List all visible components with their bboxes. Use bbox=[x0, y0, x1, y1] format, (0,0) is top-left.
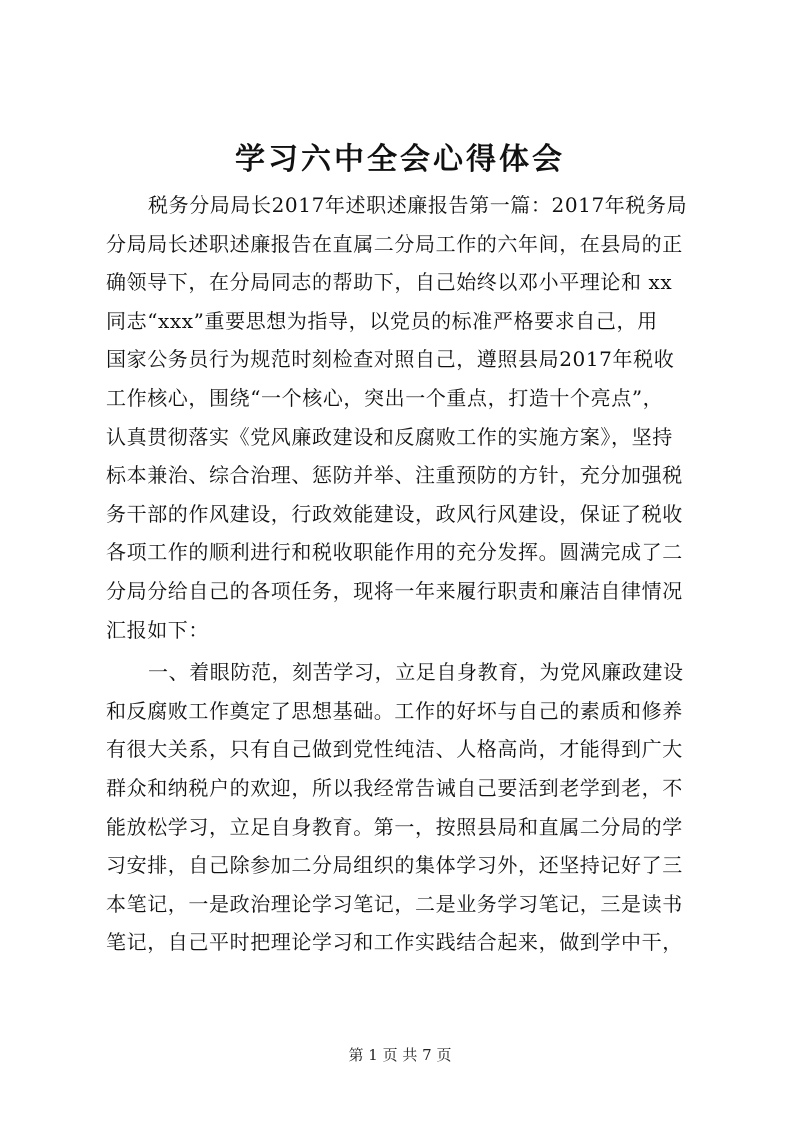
text-line: 有很大关系，只有自己做到党性纯洁、人格高尚，才能得到广大 bbox=[106, 737, 683, 762]
text-line: 汇报如下： bbox=[106, 617, 209, 642]
text-line: 认真贯彻落实《党风廉政建设和反腐败工作的实施方案》，坚持 bbox=[106, 424, 673, 449]
text-line: 笔记，自己平时把理论学习和工作实践结合起来，做到学中干， bbox=[106, 930, 683, 955]
text-line: 税务分局局长2017年述职述廉报告第一篇：2017年税务局 bbox=[148, 193, 688, 217]
text-line: 工作核心，围绕“一个核心，突出一个重点，打造十个亮点”， bbox=[106, 385, 664, 410]
page-number-footer: 第 1 页 共 7 页 bbox=[348, 1046, 452, 1064]
text-line: 和反腐败工作奠定了思想基础。工作的好坏与自己的素质和修养 bbox=[106, 698, 683, 723]
paragraph-2 bbox=[106, 653, 706, 962]
text-line: 务干部的作风建设，行政效能建设，政风行风建设，保证了税收 bbox=[106, 501, 683, 526]
text-line: 标本兼治、综合治理、惩防并举、注重预防的方针，充分加强税 bbox=[106, 463, 683, 488]
text-line: 本笔记，一是政治理论学习笔记，二是业务学习笔记，三是读书 bbox=[106, 891, 683, 916]
text-line: 分局分给自己的各项任务，现将一年来履行职责和廉洁自律情况 bbox=[106, 578, 683, 603]
text-line: 一、着眼防范，刻苦学习，立足自身教育，为党风廉政建设 bbox=[148, 660, 684, 685]
text-line: 国家公务员行为规范时刻检查对照自己，遵照县局2017年税收 bbox=[106, 347, 675, 372]
document-body bbox=[106, 186, 706, 962]
document-title: 学习六中全会心得体会 bbox=[235, 142, 565, 177]
text-line: 同志“xxx”重要思想为指导，以党员的标准严格要求自己，用 bbox=[106, 308, 658, 333]
text-line: 能放松学习，立足自身教育。第一，按照县局和直属二分局的学 bbox=[106, 814, 683, 839]
text-line: 习安排，自己除参加二分局组织的集体学习外，还坚持记好了三 bbox=[106, 853, 683, 878]
text-line: 群众和纳税户的欢迎，所以我经常告诫自己要活到老学到老，不 bbox=[106, 775, 683, 800]
text-line: 各项工作的顺利进行和税收职能作用的充分发挥。圆满完成了二 bbox=[106, 540, 683, 565]
text-line: 分局局长述职述廉报告在直属二分局工作的六年间，在县局的正 bbox=[106, 231, 683, 256]
text-line: 确领导下，在分局同志的帮助下，自己始终以邓小平理论和 xx bbox=[106, 270, 673, 295]
paragraph-1 bbox=[106, 186, 706, 649]
